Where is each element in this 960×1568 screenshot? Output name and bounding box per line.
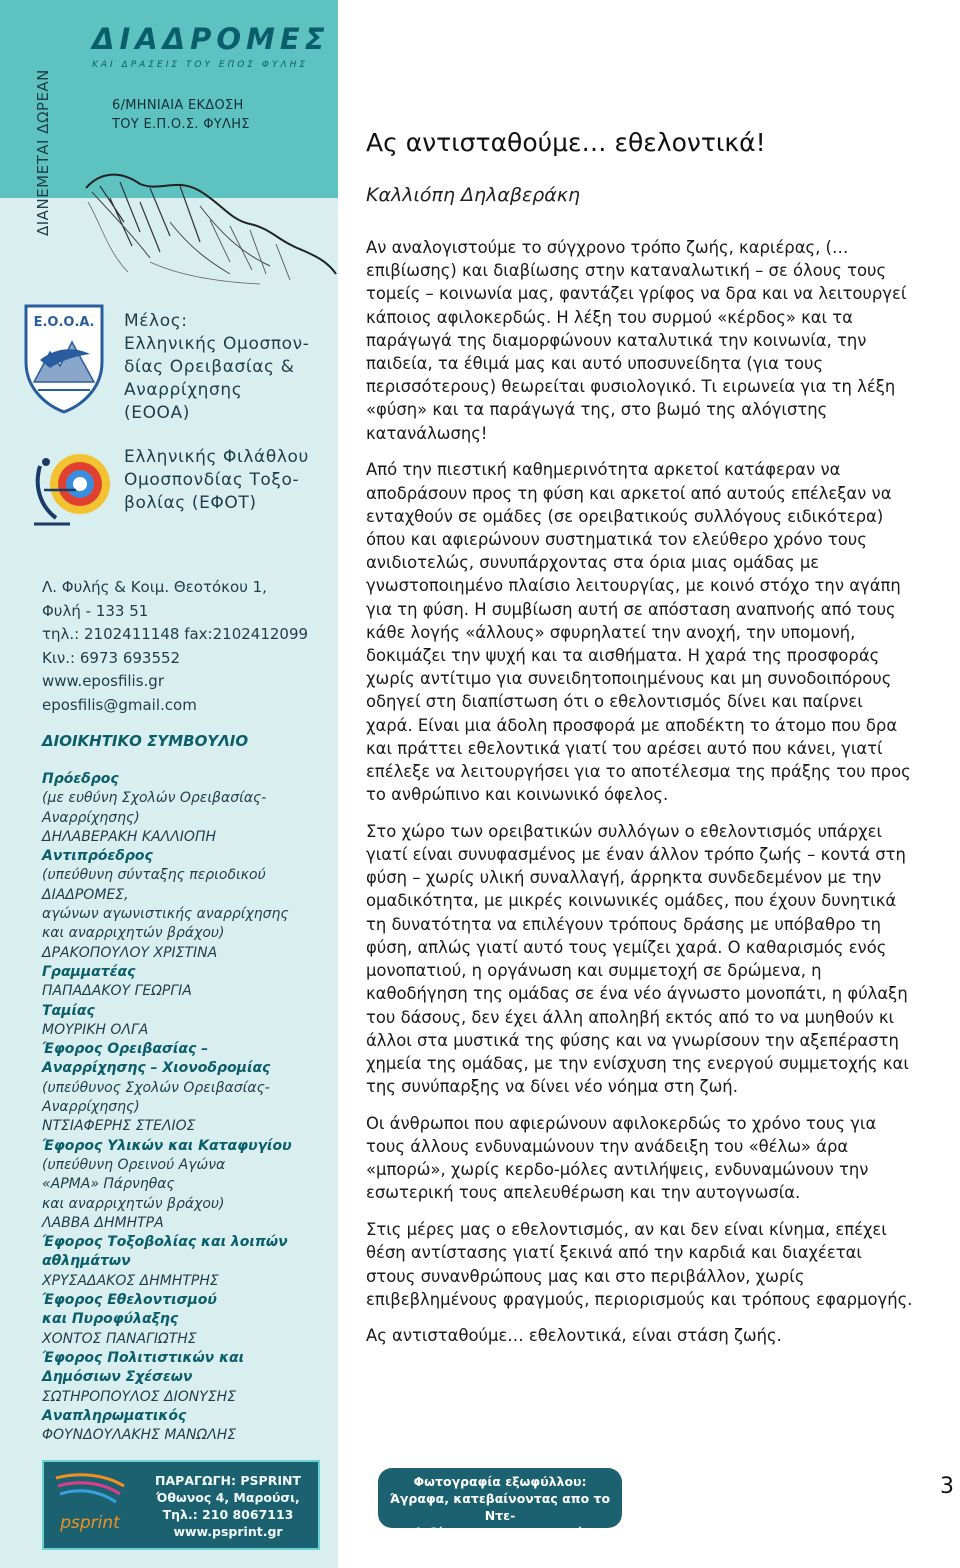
caption-line: λιδίμι προς τα Επινιανά (416, 1525, 584, 1540)
website-link[interactable]: www.eposfilis.gr (42, 672, 164, 690)
article-paragraph: Από την πιεστική καθημερινότητα αρκετοί κατάφεραν να αποδράσουν προς τη φύση και αρκετοί από αυτούς επέλεξαν να ενταχθούν σε ομάδες (σε ορειβατικούς συλλόγους ειδικότερα) όπου και αφιερώνουν συστηματικά τον ελεύθερο χρόνο τους ανιδιοτελώς, συνυπάρχοντας στα όρια μιας ομάδας με γνωστοποιημένο πλαίσιο λειτουργίας, με κοινό στόχο την αγάπη για τη φύση. Η συμβίωση αυτή σε απόσταση αναπνοής από τους κάθε λογής «άλλους» σφυρηλατεί την ανοχή, την υπομονή, δοκιμάζει την ψυχή και τα αισθήματα. Η χαρά της προσφοράς χωρίς αντίτιμο για συνειδητοποιημένους και μη συνοδοιπόρους οδηγεί στη διαπίστωση ότι ο εθελοντισμός δίνει και παίρνει χαρά. Είναι μια άδολη προσφορά με αποδέκτη το άτομο που δρα και πράττει εθελοντικά γιατί του αρέσει αυτό που κάνει, γιατί επέλεξε να λειτουργήσει για το αποτέλεσμα της πράξης του προς το ανθρώπινο και κοινωνικό όφελος. (366, 460, 911, 805)
board-detail: και αναρριχητών βράχου) (42, 925, 225, 942)
psprint-logo-text: psprint (60, 1513, 120, 1533)
archery-federation-info (124, 446, 309, 515)
printer-line: Όθωνος 4, Μαρούσι, (156, 1490, 300, 1505)
board-role: Έφορος Ορειβασίας – (42, 1041, 209, 1058)
board-detail: ΔΡΑΚΟΠΟΥΛΟΥ ΧΡΙΣΤΙΝΑ (42, 944, 218, 961)
board-detail: ΧΡΥΣΑΔΑΚΟΣ ΔΗΜΗΤΡΗΣ (42, 1272, 219, 1289)
board-role: Αναπληρωματικός (42, 1407, 187, 1424)
printer-credit-box (42, 1460, 320, 1550)
contact-info (42, 576, 308, 717)
board-detail: ΠΑΠΑΔΑΚΟΥ ΓΕΩΡΓΙΑ (42, 983, 192, 1000)
eooa-logo-text: Ε.Ο.Ο.Α. (33, 315, 95, 330)
address-line: Λ. Φυλής & Κοιμ. Θεοτόκου 1, (42, 578, 267, 596)
archery-line: Ελληνικής Φιλάθλου (124, 447, 309, 467)
archery-line: βολίας (ΕΦΟΤ) (124, 493, 257, 513)
board-detail: ΛΑΒΒΑ ΔΗΜΗΤΡΑ (42, 1214, 164, 1231)
board-detail: ΦΟΥΝΔΟΥΛΑΚΗΣ ΜΑΝΩΛΗΣ (42, 1427, 237, 1444)
address-line: Φυλή - 133 51 (42, 601, 149, 620)
board-role: Έφορος Πολιτιστικών και (42, 1349, 245, 1366)
board-role: Πρόεδρος (42, 771, 119, 787)
board-detail: αγώνων αγωνιστικής αναρρίχησης (42, 906, 289, 923)
mobile-line: Κιν.: 6973 693552 (42, 648, 181, 667)
board-detail: (υπεύθυνη Ορεινού Αγώνα (42, 1156, 226, 1173)
article-paragraph: Αν αναλογιστούμε το σύγχρονο τρόπο ζωής, καριέρας, (…επιβίωσης) και διαβίωσης στην καταναλωτική – σε όλους τους τομείς – κοινωνία μας, φαντάζει γρίφος να δρα και να λειτουργεί κάποιος αφιλοκερδώς. Η λέξη του συρμού «κέρδος» και τα παράγωγά της διαμορφώνουν καταλυτικά την κοινωνία, την παιδεία, τα έθιμά μας και αυτό υποσυνείδητα (για τους περισσότερους) θεωρείται φυσιολογικό. Τι ειρωνεία για τη λέξη «φύση» και τα παράγωγά της, στο βωμό της αλόγιστης κατανάλωσης! (366, 238, 907, 443)
board-detail: (υπεύθυνη σύνταξης περιοδικού (42, 867, 266, 884)
board-detail: και αναρριχητών βράχου) (42, 1195, 225, 1212)
printer-website-link[interactable]: www.psprint.gr (173, 1524, 283, 1539)
printer-line: Τηλ.: 210 8067113 (162, 1507, 294, 1522)
board-detail: ΔΙΑΔΡΟΜΕΣ, (42, 886, 129, 903)
magazine-subtitle: ΚΑΙ ΔΡΑΣΕΙΣ ΤΟΥ ΕΠΟΣ ΦΥΛΗΣ (92, 60, 309, 70)
board-detail: «ΑΡΜΑ» Πάρνηθας (42, 1176, 175, 1193)
board-role: Έφορος Τοξοβολίας και λοιπών (42, 1234, 288, 1251)
article-paragraph: Στο χώρο των ορειβατικών συλλόγων ο εθελοντισμός υπάρχει γιατί είναι συνυφασμένος με έναν άλλον τρόπο ζωής – κοντά στη φύση – χωρίς υλική συναλλαγή, άρρηκτα συνδεδεμένον με την ομαδικότητα, με μικρές κοινωνικές ομάδες, που έχουν δυνητικά τη δυνατότητα να επιλέγουν τρόπους δράσης με υπόβαθρο τη φύση, απλώς γιατί αυτό τους γεμίζει χαρά. Ο καθαρισμός ενός μονοπατιού, η οργάνωση και συμμετοχή σε δρώμενα, η καθοδήγηση της ομάδας σε ένα νέο άγνωστο μονοπάτι, η φύλαξη του δάσους, δεν έχει άλλη αποληβή εκτός από το να μυηθούν κι άλλοι στα μυστικά της φύσης και να γνωρίσουν την αξεπέραστη χημεία της ομάδας, με την ενίσχυση της ενεργού συμμετοχής και της συνύπαρξης να δίνει νέο νόημα στη ζωή. (366, 821, 909, 1097)
board-members-list (42, 770, 332, 1445)
magazine-title: ΔΙΑΔΡΟΜΕΣ (92, 22, 330, 56)
membership-line: Αναρρίχησης (124, 380, 243, 400)
membership-line: δίας Ορειβασίας & (124, 357, 295, 377)
board-role: Έφορος Εθελοντισμού (42, 1292, 217, 1309)
board-role: Δημόσιων Σχέσεων (42, 1369, 193, 1386)
edition-info (112, 96, 250, 134)
archery-line: Ομοσπονδίας Τοξο- (124, 470, 300, 490)
board-role: Ταμίας (42, 1002, 95, 1019)
board-detail: ΜΟΥΡΙΚΗ ΟΛΓΑ (42, 1021, 149, 1038)
efot-logo (30, 446, 110, 532)
board-role: και Πυροφύλαξης (42, 1311, 179, 1328)
board-detail: Αναρρίχησης) (42, 1099, 140, 1116)
caption-line: Άγραφα, κατεβαίνοντας απο το Ντε- (389, 1491, 611, 1523)
article-body (366, 236, 914, 1361)
article-paragraph: Ας αντισταθούμε… εθελοντικά, είναι στάση ζωής. (366, 1326, 782, 1346)
edition-line: 6/ΜΗΝΙΑΙΑ ΕΚΔΟΣΗ (112, 98, 244, 113)
board-title: ΔΙΟΙΚΗΤΙΚΟ ΣΥΜΒΟΥΛΙΟ (42, 732, 249, 750)
board-role: Γραμματέας (42, 963, 136, 980)
phone-line: τηλ.: 2102411148 fax:2102412099 (42, 625, 309, 643)
free-distribution-label: ΔΙΑΝΕΜΕΤΑΙ ΔΩΡΕΑΝ (34, 69, 52, 236)
caption-line: Φωτογραφία εξωφύλλου: (413, 1474, 587, 1489)
board-detail: (υπεύθυνος Σχολών Ορειβασίας- (42, 1079, 270, 1096)
article-author: Καλλιόπη Δηλαβεράκη (366, 184, 581, 206)
cover-photo-caption (378, 1468, 622, 1540)
board-role: Έφορος Υλικών και Καταφυγίου (42, 1137, 292, 1154)
board-detail: ΧΟΝΤΟΣ ΠΑΝΑΓΙΩΤΗΣ (42, 1330, 197, 1347)
membership-line: Μέλος: (124, 311, 188, 331)
board-detail: Αναρρίχησης) (42, 809, 140, 826)
membership-info (124, 310, 310, 425)
board-detail: (με ευθύνη Σχολών Ορειβασίας- (42, 790, 267, 807)
board-detail: ΣΩΤΗΡΟΠΟΥΛΟΣ ΔΙΟΝΥΣΗΣ (42, 1388, 237, 1405)
article-title: Ας αντισταθούμε… εθελοντικά! (366, 128, 766, 157)
eooa-logo (20, 302, 108, 414)
membership-line: Ελληνικής Ομοσπον- (124, 334, 310, 354)
psprint-logo (48, 1472, 132, 1544)
printer-line: ΠΑΡΑΓΩΓΗ: PSPRINT (155, 1473, 301, 1488)
printer-credit-text (140, 1472, 316, 1540)
membership-line: (ΕΟΟΑ) (124, 403, 190, 423)
article-paragraph: Οι άνθρωποι που αφιερώνουν αφιλοκερδώς το χρόνο τους για τους άλλους ενδυναμώνουν την ανάδειξη του «θέλω» άρα «μπορώ», χωρίς κερδο-μόλες αντιλήψεις, ενδυναμώνουν την εσωτερική τους απελευθέρωση και την αυτογνωσία. (366, 1113, 877, 1203)
board-detail: ΝΤΣΙΑΦΕΡΗΣ ΣΤΕΛΙΟΣ (42, 1118, 196, 1135)
board-role: αθλημάτων (42, 1253, 131, 1270)
edition-line: ΤΟΥ Ε.Π.Ο.Σ. ΦΥΛΗΣ (112, 117, 250, 132)
mountain-sketch-icon (80, 162, 338, 290)
board-role: Αναρρίχησης – Χιονοδρομίας (42, 1060, 271, 1077)
board-role: Αντιπρόεδρος (42, 848, 153, 865)
email-link[interactable]: eposfilis@gmail.com (42, 695, 197, 714)
board-detail: ΔΗΛΑΒΕΡΑΚΗ ΚΑΛΛΙΟΠΗ (42, 828, 217, 845)
page-number: 3 (940, 1474, 954, 1499)
article-paragraph: Στις μέρες μας ο εθελοντισμός, αν και δεν είναι κίνημα, επέχει θέση αντίστασης γιατί ξεκινά από την καρδιά και διαχέεται στους συνανθρώπους μας και στο περιβάλλον, χωρίς επιβεβλημένους φραγμούς, περιορισμούς και τρόπους εφαρμογής. (366, 1220, 913, 1309)
